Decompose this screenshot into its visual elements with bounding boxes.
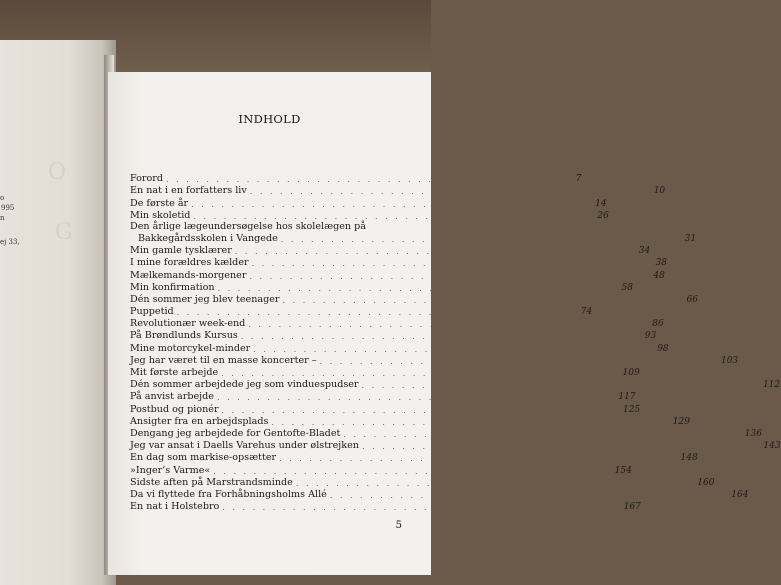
toc-entry-page: 167 (623, 502, 641, 513)
dot-leader: . . . . . . . . . . . . . . . . . . . . . . . . . . . . . . . . . . . . . . . . (249, 271, 648, 281)
toc-entry-page: 58 (621, 282, 633, 293)
toc-entry-title: Mælkemands-morgener (130, 269, 247, 281)
dot-leader: . . . . . . . . . . . . . . . . . . . . . . . . . . . . . . . . . . . . . . . . (234, 247, 634, 257)
toc-entry-title: Forord (130, 173, 163, 185)
toc-entry-title: Min skoletid (130, 209, 191, 221)
toc-entry-title: Puppetid (130, 306, 174, 318)
dot-leader: . . . . . . . . . . . . . . . . . . . . . . . . . . . . . . . . . . . . . . . . (216, 393, 616, 403)
toc-entry-title: En nat i en forfatters liv (130, 185, 247, 197)
left-page (0, 40, 116, 585)
toc-entry-title: Jeg har været til en masse koncerter – (130, 354, 317, 366)
dot-leader: . . . . . . . . . . . . . . . . . . . . . . . . . . . . . . . . . . . . . . . . (222, 503, 621, 513)
page-title: INDHOLD (238, 112, 301, 126)
toc-entry-page: 103 (720, 355, 739, 366)
toc-entry (130, 390, 636, 403)
dot-leader: . . . . . . . . . . . . . . . . . . . . . . . . . . . . . . . . . . . . . . . . (213, 466, 612, 476)
toc-entry-page: 109 (622, 368, 640, 378)
toc-entry-page: 160 (697, 477, 715, 488)
toc-entry (130, 500, 641, 513)
dot-leader: . . . . . . . . . . . . . . . . . . . . . . . . . . . . . . . . . . . . . . . . (253, 344, 652, 354)
dot-leader: . . . . . . . . . . . . . . . . . . . . . . . . . . . . . . . . . . . . . . . . (249, 187, 649, 197)
dot-leader: . . . . . . . . . . . . . . . . . . . . . . . . . . . . . . . . . . . . . . . . (248, 320, 647, 330)
toc-entry (130, 415, 690, 427)
dot-leader: . . . . . . . . . . . . . . . . . . . . . . . . . . . . . . . . . . . . . . . . (221, 369, 620, 378)
dot-leader: . . . . . . . . . . . . . . . . . . . . . . . . . . . . . . . . . . . . . . . . (329, 490, 729, 500)
toc-entry-page: 125 (622, 404, 641, 415)
toc-entry (130, 378, 781, 391)
table-of-contents (130, 172, 781, 513)
toc-entry-page: 154 (614, 465, 632, 476)
toc-entry-title: Ansigter fra en arbejdsplads (130, 415, 269, 427)
dot-leader: . . . . . . . . . . . . . . . . . . . . . . . . . . . . . . . . . . . . . . . . (240, 332, 640, 342)
dot-leader: . . . . . . . . . . . . . . . . . . . . . . . . . . . . . . . . . . . . . . . . (221, 405, 620, 415)
dot-leader: . . . . . . . . . . . . . . . . . . . . . . . . . . . . . . . . . . . . . . . . (361, 442, 761, 452)
toc-entry-page: 148 (680, 453, 698, 464)
toc-entry (130, 196, 607, 209)
toc-entry-title: Dén sommer jeg blev teenager (130, 293, 280, 305)
toc-entry (130, 221, 403, 232)
dot-leader: . . . . . . . . . . . . . . . . . . . . . . . . . . . . . . . . . . . . . . . . (282, 295, 681, 305)
toc-entry (130, 244, 651, 257)
toc-entry-page: 117 (618, 392, 636, 403)
dot-leader: . . . . . . . . . . . . . . . . . . . . . . . . . . . . . . . . . . . . . . . . (280, 234, 680, 244)
toc-entry-page: 164 (731, 489, 749, 500)
toc-entry (130, 329, 657, 342)
dot-leader: . . . . . . . . . . . . . . . . . . . . . . . . . . . . . . . . . . . . . . . . (176, 308, 576, 318)
toc-entry-title: Mine motorcykel-minder (130, 342, 251, 354)
dot-leader: . . . . . . . . . . . . . . . . . . . . . . . . . . . . . . . . . . . . . . . . (166, 175, 565, 185)
toc-entry (130, 366, 640, 378)
toc-entry-title: Den årlige lægeundersøgelse hos skolelægen på (130, 220, 366, 232)
toc-entry-page: 7 (575, 174, 582, 185)
toc-entry-page: 74 (580, 307, 593, 318)
toc-entry (130, 427, 762, 439)
dot-leader: . . . . . . . . . . . . . . . . . . . . . . . . . . . . . . . . . . . . . . . . (279, 454, 678, 464)
dot-leader: . . . . . . . . . . . . . . . . . . . . . . . . . . . . . . . . . . . . . . . . (343, 429, 742, 439)
toc-entry (130, 463, 632, 476)
toc-entry (130, 172, 582, 185)
toc-entry (130, 402, 641, 415)
toc-entry-title: På anvist arbejde (130, 391, 214, 403)
toc-entry (130, 256, 667, 269)
toc-entry-page: 112 (762, 380, 781, 391)
toc-entry (130, 354, 739, 366)
left-fragment: n (0, 214, 5, 222)
toc-entry (130, 341, 669, 354)
toc-entry-page: 38 (655, 258, 667, 269)
toc-entry-page: 14 (595, 198, 607, 209)
dot-leader: . . . . . . . . . . . . . . . . . . . . . . . . . . . . . . . . . . . . . . . . (271, 417, 670, 427)
toc-entry-title: »Inger’s Varme« (130, 464, 211, 476)
toc-entry-title: Min gamle tysklærer (130, 245, 232, 257)
toc-entry-title: På Brøndlunds Kursus (130, 330, 238, 342)
toc-entry (130, 184, 666, 197)
toc-entry-page: 93 (644, 331, 657, 342)
toc-entry-title: I mine forældres kælder (130, 257, 249, 269)
toc-entry (130, 268, 665, 281)
dot-leader: . . . . . . . . . . . . . . . . . . . . . . . . . . . . . . . . . . . . . . . . (251, 259, 650, 269)
toc-entry-title: Min konfirmation (130, 281, 215, 293)
toc-entry-page: 48 (653, 270, 665, 281)
toc-entry-title: En nat i Holstebro (130, 501, 220, 513)
show-through-letter: G (55, 220, 73, 245)
dot-leader: . . . . . . . . . . . . . . . . . . . . . . . . . . . . . . . . . . . . . . . . (193, 211, 592, 221)
toc-entry-title: Postbud og pionér (130, 403, 219, 415)
left-page-text (0, 145, 20, 247)
toc-entry-title: Da vi flyttede fra Forhåbningsholms Allé (130, 488, 327, 500)
dot-leader: . . . . . . . . . . . . . . . . . . . . . . . . . . . . . . . . . . . . . . . . (191, 199, 590, 209)
toc-entry-page: 86 (652, 319, 664, 330)
toc-entry-title: Sidste aften på Marstrandsminde (130, 476, 293, 488)
toc-entry-page: 10 (653, 186, 666, 197)
toc-entry (130, 293, 698, 305)
toc-entry (130, 317, 664, 330)
toc-entry-page: 129 (672, 416, 690, 427)
toc-entry (130, 305, 593, 318)
right-page (108, 72, 781, 575)
toc-entry-page: 143 (763, 441, 781, 452)
toc-entry (130, 476, 715, 488)
left-fragment: 995 (1, 204, 15, 212)
toc-entry (130, 439, 781, 452)
left-fragment: o (0, 194, 5, 202)
toc-entry-title: Revolutionær week-end (130, 318, 246, 330)
left-fragment: ej 33, (0, 238, 20, 246)
dot-leader: . . . . . . . . . . . . . . . . . . . . . . . . . . . . . . . . . . . . . . . . (361, 381, 760, 391)
toc-entry-title: Jeg var ansat i Daells Varehus under ølstrejken (130, 440, 359, 452)
toc-entry-title: Dengang jeg arbejdede for Gentofte-Bladet (130, 427, 341, 439)
dot-leader: . . . . . . . . . . . . . . . . . . . . . . . . . . . . . . . . . . . . . . . . (295, 478, 695, 488)
toc-entry-title: Dén sommer arbejdede jeg som vinduespudser (130, 379, 359, 391)
toc-entry (130, 209, 609, 221)
toc-entry (130, 488, 749, 500)
page-number: 5 (395, 520, 402, 531)
toc-entry (130, 281, 633, 293)
toc-entry-page: 66 (686, 294, 698, 305)
toc-entry-title: Bakkegårdsskolen i Vangede (138, 232, 278, 244)
toc-entry-page: 26 (597, 210, 609, 221)
show-through-letter: O (48, 160, 67, 185)
toc-entry-title: En dag som markise-opsætter (130, 452, 277, 464)
toc-entry-page: 31 (684, 233, 697, 244)
dot-leader: . . . . . . . . . . . . . . . . . . . . . . . . . . . . . . . . . . . . . . . . (217, 283, 616, 293)
toc-entry-page: 136 (744, 428, 762, 439)
toc-entry-title: De første år (130, 197, 189, 209)
toc-entry-page: 34 (638, 246, 651, 257)
toc-entry (130, 232, 697, 244)
dot-leader: . . . . . . . . . . . . . . . . . . . . . . . . . . . . . . . . . . . . . . . . (319, 356, 718, 366)
toc-entry-title: Mit første arbejde (130, 367, 219, 378)
toc-entry-page: 98 (657, 343, 669, 354)
toc-entry (130, 451, 698, 464)
